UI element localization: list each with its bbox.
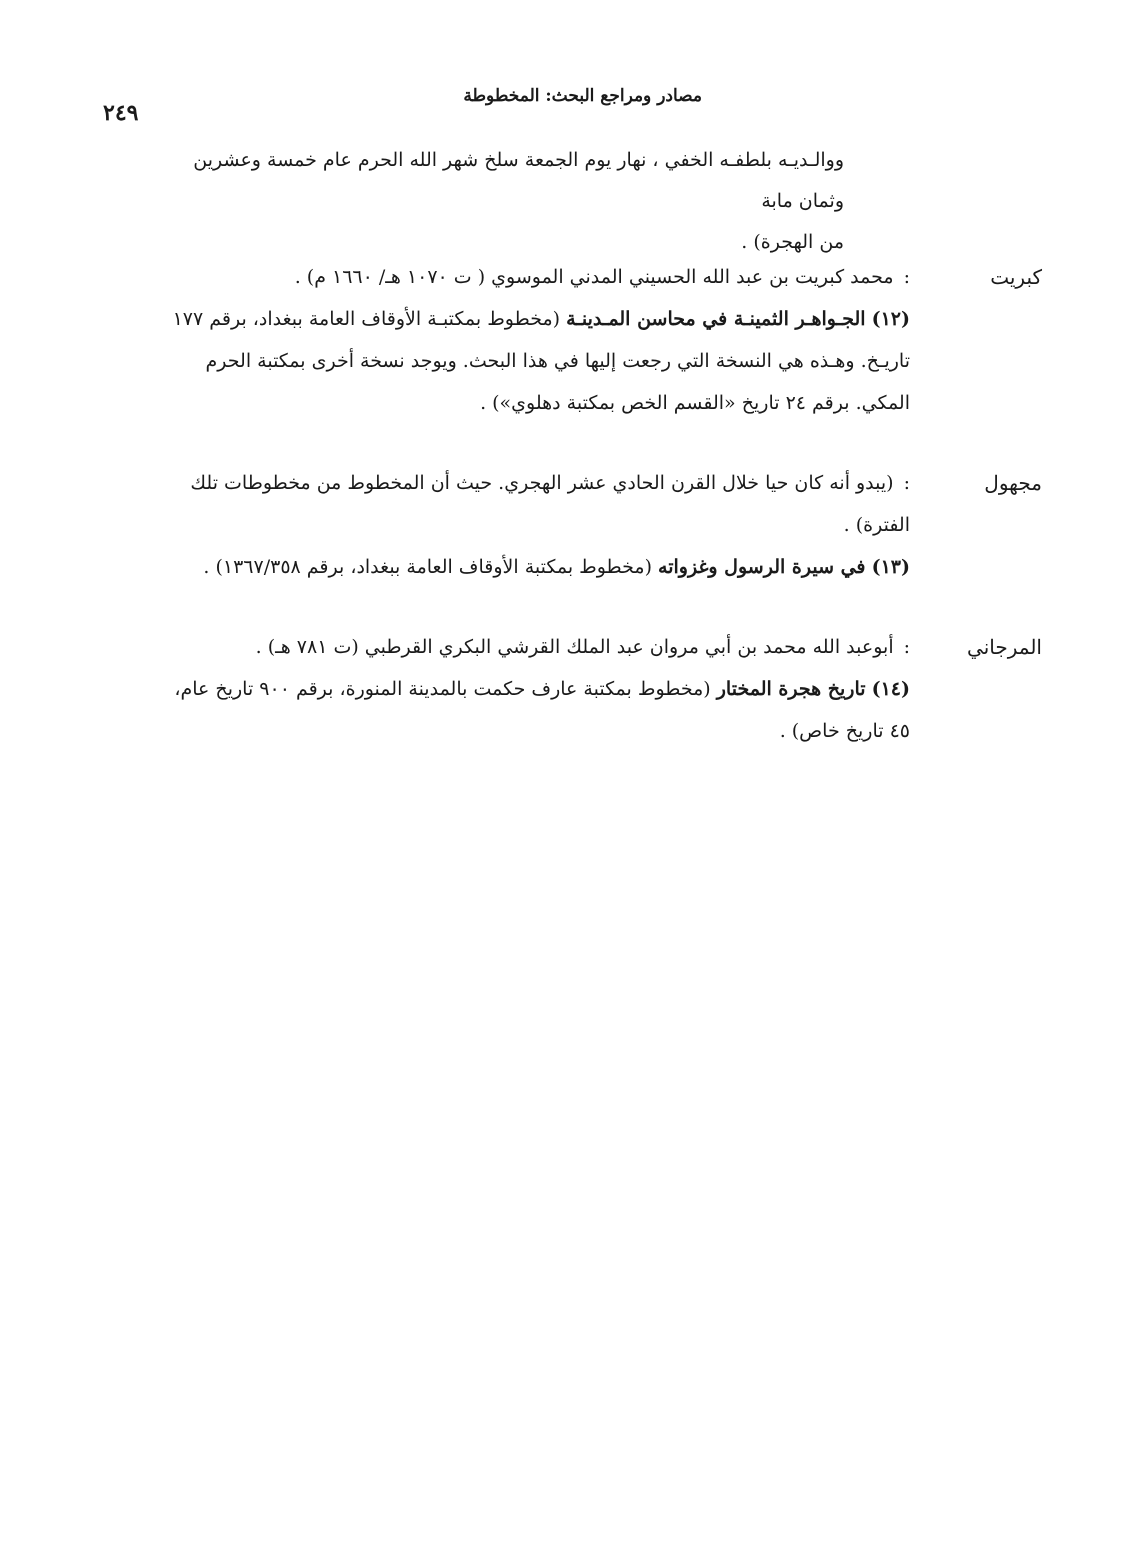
description-text: محمد كبريت بن عبد الله الحسيني المدني الموسوي ( ت ١٠٧٠ هـ/ ١٦٦٠ م) . xyxy=(294,266,894,288)
author-name: المرجاني xyxy=(967,635,1042,659)
author-body xyxy=(150,256,910,424)
item-number: (١٢) xyxy=(871,308,910,330)
separator-colon: : xyxy=(903,472,910,494)
item-details: (مخطوط بمكتبة الأوقاف العامة ببغداد، برقم ١٣٦٧/٣٥٨) . xyxy=(203,556,652,578)
item-title: الجـواهـر الثمينـة في محاسن المـدينـة xyxy=(566,308,866,330)
continuation-paragraph xyxy=(144,140,844,263)
author-name: كبريت xyxy=(990,265,1042,289)
author-body xyxy=(150,626,910,752)
manuscript-item xyxy=(150,298,910,424)
item-title: في سيرة الرسول وغزواته xyxy=(658,556,866,578)
item-details: (مخطوط بمكتبـة الأوقاف العامة ببغداد، برقم ١٧٧ تاريـخ. وهـذه هي النسخة التي رجعت إليها في هذا البحث. ويوجد نسخة أخرى بمكتبة الحرم المكي. برقم ٢٤ تاريخ «القسم الخص بمكتبة دهلوي») . xyxy=(172,308,910,414)
author-description xyxy=(150,256,910,298)
continuation-line-1: ووالـديـه بلطفـه الخفي ، نهار يوم الجمعة سلخ شهر الله الحرم عام خمسة وعشرين وثمان مابة xyxy=(193,149,844,212)
manuscript-item xyxy=(150,668,910,752)
page-number: ٢٤٩ xyxy=(103,100,139,126)
item-number: (١٣) xyxy=(871,556,910,578)
author-description xyxy=(150,462,910,546)
separator-colon: : xyxy=(903,636,910,658)
item-number: (١٤) xyxy=(871,678,910,700)
item-title: تاريخ هجرة المختار xyxy=(716,678,866,700)
description-text: أبوعبد الله محمد بن أبي مروان عبد الملك القرشي البكري القرطبي (ت ٧٨١ هـ) . xyxy=(255,636,894,658)
author-name: مجهول xyxy=(984,471,1042,495)
manuscript-item xyxy=(150,546,910,588)
author-body xyxy=(150,462,910,588)
running-title: مصادر ومراجع البحث: المخطوطة xyxy=(463,86,702,106)
author-description xyxy=(150,626,910,668)
description-text: (يبدو أنه كان حيا خلال القرن الحادي عشر الهجري. حيث أن المخطوط من مخطوطات تلك الفترة) . xyxy=(190,472,910,536)
separator-colon: : xyxy=(903,266,910,288)
continuation-line-2: من الهجرة) . xyxy=(741,231,844,253)
item-details: (مخطوط بمكتبة عارف حكمت بالمدينة المنورة، برقم ٩٠٠ تاريخ عام، ٤٥ تاريخ خاص) . xyxy=(174,678,910,742)
